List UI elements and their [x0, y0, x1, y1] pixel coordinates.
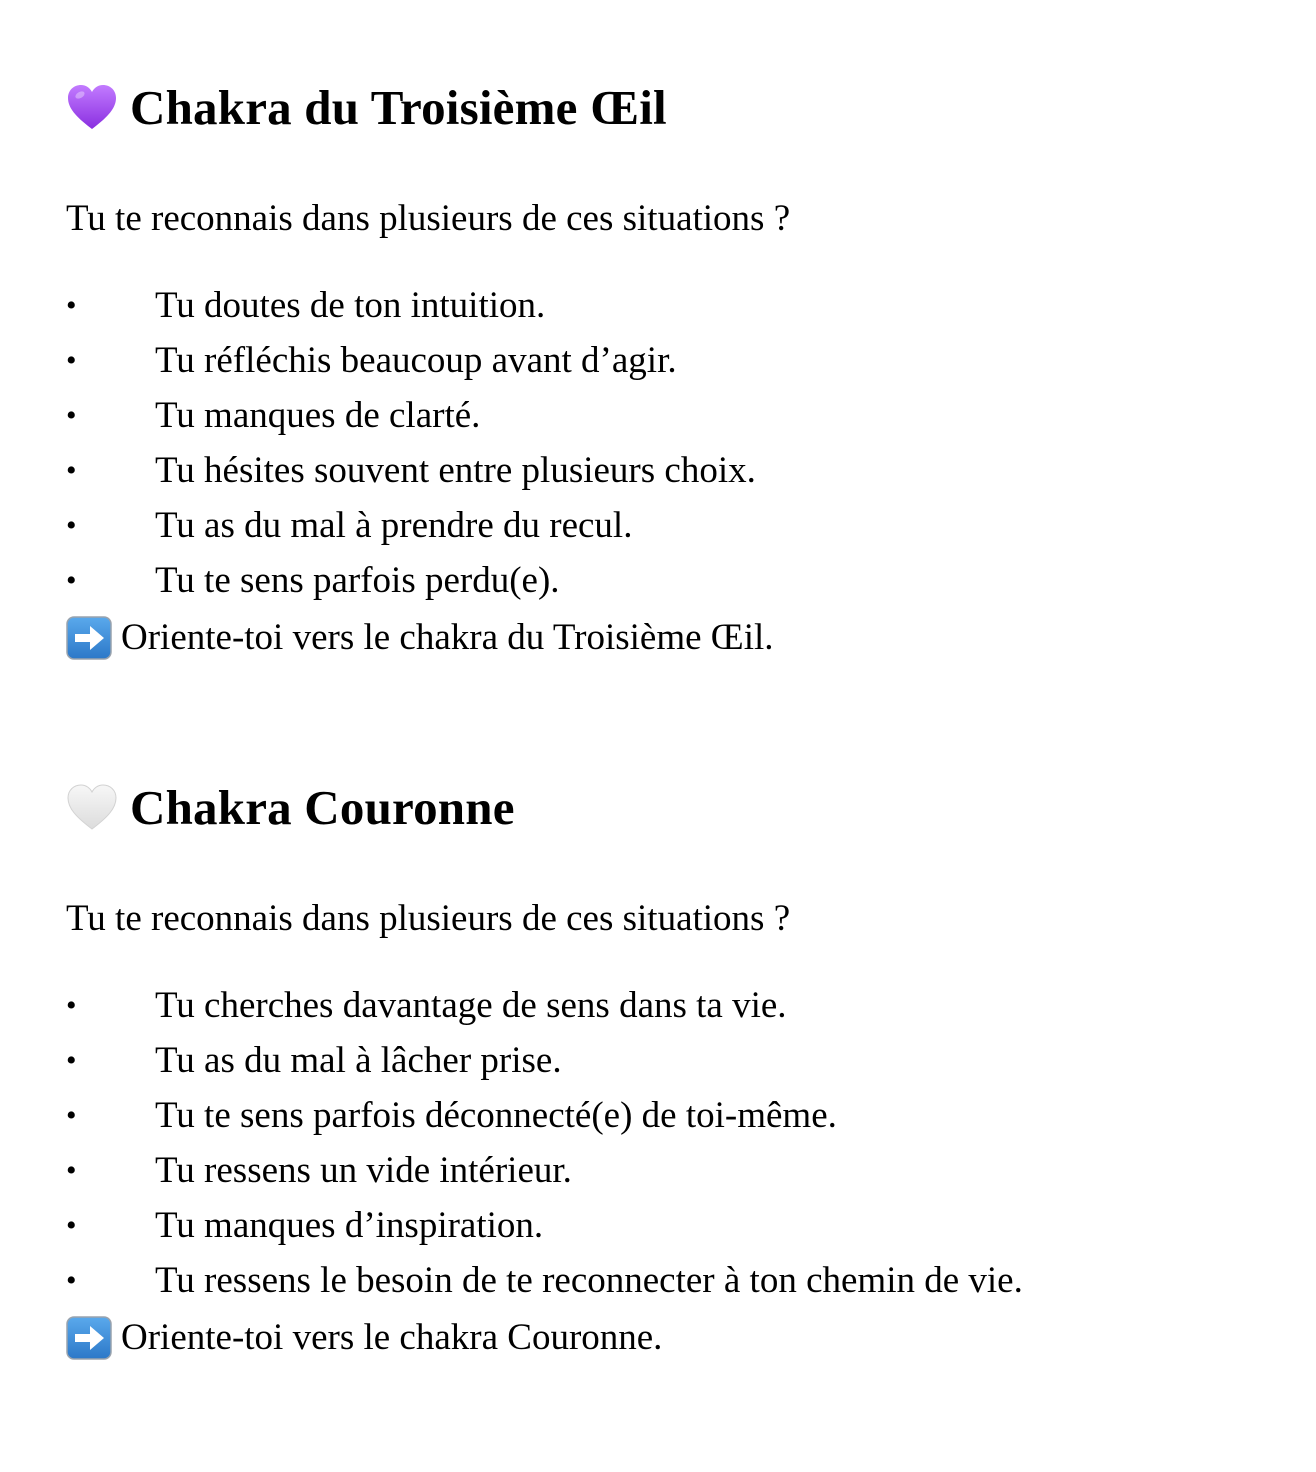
section-title: Chakra du Troisième Œil [130, 80, 667, 135]
section-heading [66, 78, 1266, 138]
section-third-eye-chakra [66, 78, 1266, 668]
bullet: • [66, 1044, 77, 1077]
section-conclusion [66, 608, 1266, 668]
symptom-list [66, 278, 1266, 608]
bullet: • [66, 344, 77, 377]
list-item-text: Tu hésites souvent entre plusieurs choix. [155, 450, 756, 491]
list-item-text: Tu te sens parfois déconnecté(e) de toi-même. [155, 1095, 837, 1136]
list-item [66, 1198, 1266, 1253]
list-item-text: Tu réfléchis beaucoup avant d’agir. [155, 340, 677, 381]
list-item [66, 498, 1266, 553]
list-item-text: Tu cherches davantage de sens dans ta vie. [155, 985, 787, 1026]
right-arrow-icon [66, 1316, 112, 1360]
section-crown-chakra [66, 778, 1266, 1368]
list-item [66, 1253, 1266, 1308]
list-item-text: Tu te sens parfois perdu(e). [155, 560, 560, 601]
list-item [66, 1033, 1266, 1088]
section-heading [66, 778, 1266, 838]
list-item [66, 278, 1266, 333]
section-question: Tu te reconnais dans plusieurs de ces situations ? [66, 198, 791, 239]
white-heart-icon [66, 782, 118, 834]
section-question: Tu te reconnais dans plusieurs de ces situations ? [66, 898, 791, 939]
list-item-text: Tu ressens un vide intérieur. [155, 1150, 572, 1191]
list-item-text: Tu doutes de ton intuition. [155, 285, 546, 326]
right-arrow-icon [66, 616, 112, 660]
conclusion-text: Oriente-toi vers le chakra Couronne. [121, 1317, 663, 1358]
bullet: • [66, 1209, 77, 1242]
bullet: • [66, 1154, 77, 1187]
conclusion-text: Oriente-toi vers le chakra du Troisième Œil. [121, 617, 774, 658]
bullet: • [66, 1264, 77, 1297]
list-item-text: Tu ressens le besoin de te reconnecter à ton chemin de vie. [155, 1260, 1023, 1301]
bullet: • [66, 289, 77, 322]
list-item [66, 1088, 1266, 1143]
list-item [66, 443, 1266, 498]
list-item [66, 333, 1266, 388]
list-item-text: Tu as du mal à prendre du recul. [155, 505, 633, 546]
bullet: • [66, 1099, 77, 1132]
list-item [66, 388, 1266, 443]
section-title: Chakra Couronne [130, 780, 515, 835]
bullet: • [66, 509, 77, 542]
list-item-text: Tu manques de clarté. [155, 395, 481, 436]
list-item [66, 1143, 1266, 1198]
section-conclusion [66, 1308, 1266, 1368]
bullet: • [66, 454, 77, 487]
symptom-list [66, 978, 1266, 1308]
bullet: • [66, 399, 77, 432]
list-item [66, 553, 1266, 608]
purple-heart-icon [66, 82, 118, 134]
list-item [66, 978, 1266, 1033]
bullet: • [66, 989, 77, 1022]
bullet: • [66, 564, 77, 597]
list-item-text: Tu as du mal à lâcher prise. [155, 1040, 562, 1081]
list-item-text: Tu manques d’inspiration. [155, 1205, 544, 1246]
